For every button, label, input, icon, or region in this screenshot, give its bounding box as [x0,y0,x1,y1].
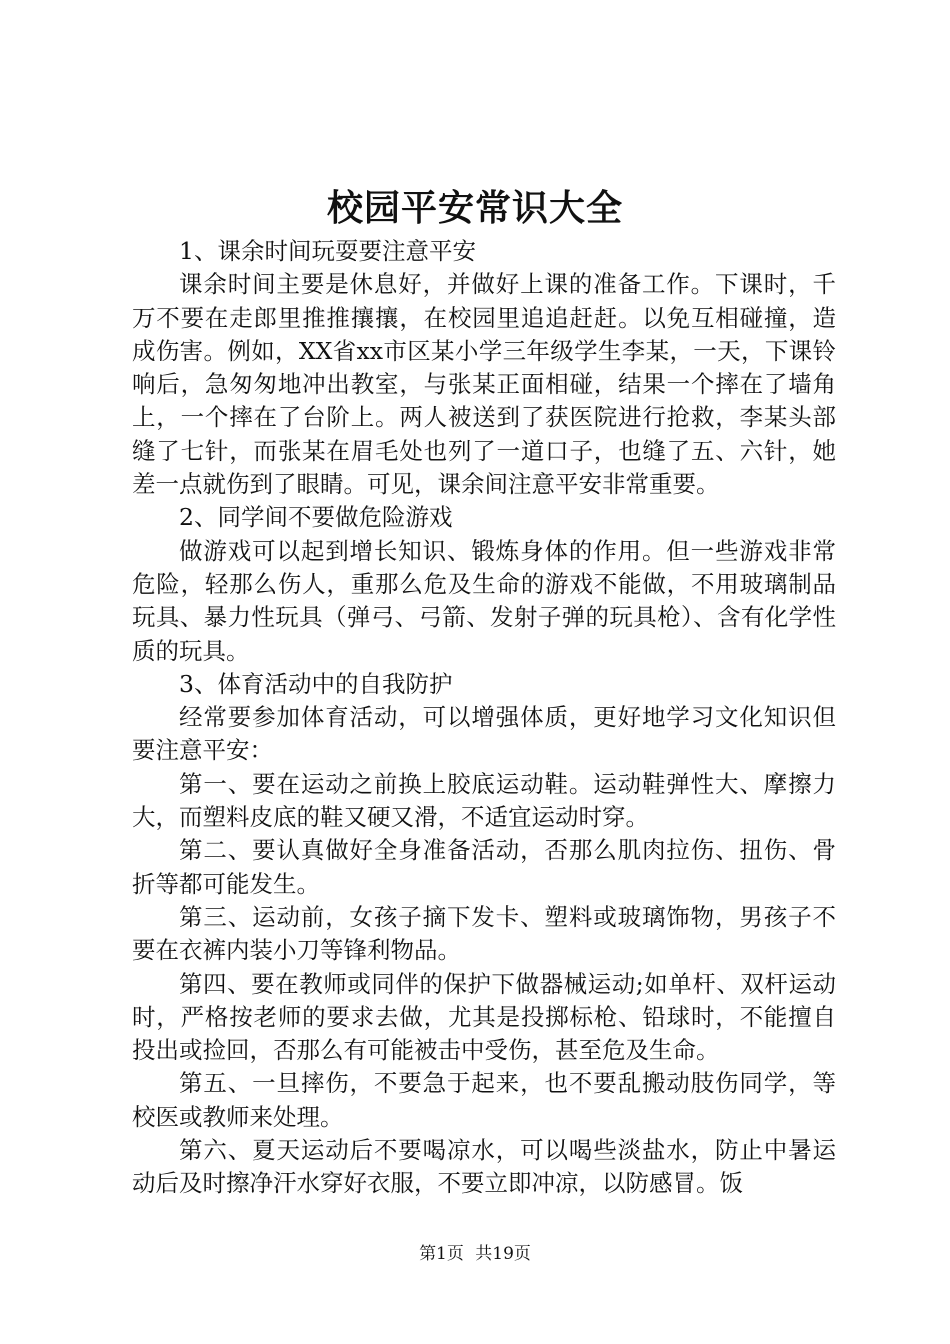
section-heading-1: 1、课余时间玩耍要注意平安 [179,237,476,265]
paragraph: 做游戏可以起到增长知识、锻炼身体的作用。但一些游戏非常危险，轻那么伤人，重那么危及生命的游戏不能做，不用玻璃制品玩具、暴力性玩具（弹弓、弓箭、发射子弹的玩具枪）、含有化学性质的玩具。 [132,536,836,665]
page-number: 第1页 [419,1244,464,1264]
page-total: 共19页 [475,1244,531,1264]
document-body [132,235,836,1201]
paragraph: 课余时间主要是休息好，并做好上课的准备工作。下课时，千万不要在走郎里推推攘攘，在校园里追追赶赶。以免互相碰撞，造成伤害。例如，XX省xx市区某小学三年级学生李某，一天，下课铃响后，急匆匆地冲出教室，与张某正面相碰，结果一个摔在了墙角上，一个摔在了台阶上。两人被送到了获医院进行抢救，李某头部缝了七针，而张某在眉毛处也列了一道口子，也缝了五、六针，她差一点就伤到了眼睛。可见，课余间注意平安非常重要。 [132,270,836,499]
paragraph-item-1: 第一、要在运动之前换上胶底运动鞋。运动鞋弹性大、摩擦力大，而塑料皮底的鞋又硬又滑，不适宜运动时穿。 [132,769,836,832]
document-title: 校园平安常识大全 [326,187,623,229]
paragraph-item-3: 第三、运动前，女孩子摘下发卡、塑料或玻璃饰物，男孩子不要在衣裤内装小刀等锋利物品。 [132,902,836,965]
paragraph: 经常要参加体育活动，可以增强体质，更好地学习文化知识但要注意平安： [132,703,836,765]
paragraph-item-5: 第五、一旦摔伤，不要急于起来，也不要乱搬动肢伤同学，等校医或教师来处理。 [132,1069,836,1131]
section-heading-3: 3、体育活动中的自我防护 [179,669,453,698]
paragraph-item-6: 第六、夏天运动后不要喝凉水，可以喝些淡盐水，防止中暑运动后及时擦净汗水穿好衣服，不要立即冲凉，以防感冒。饭 [132,1136,836,1198]
paragraph-item-2: 第二、要认真做好全身准备活动，否那么肌肉拉伤、扭伤、骨折等都可能发生。 [132,836,836,898]
page-footer [0,1243,950,1265]
section-heading-2: 2、同学间不要做危险游戏 [179,503,453,532]
paragraph-item-4: 第四、要在教师或同伴的保护下做器械运动;如单杆、双杆运动时，严格按老师的要求去做，尤其是投掷标枪、铅球时，不能擅自投出或捡回，否那么有可能被击中受伤，甚至危及生命。 [132,969,836,1065]
